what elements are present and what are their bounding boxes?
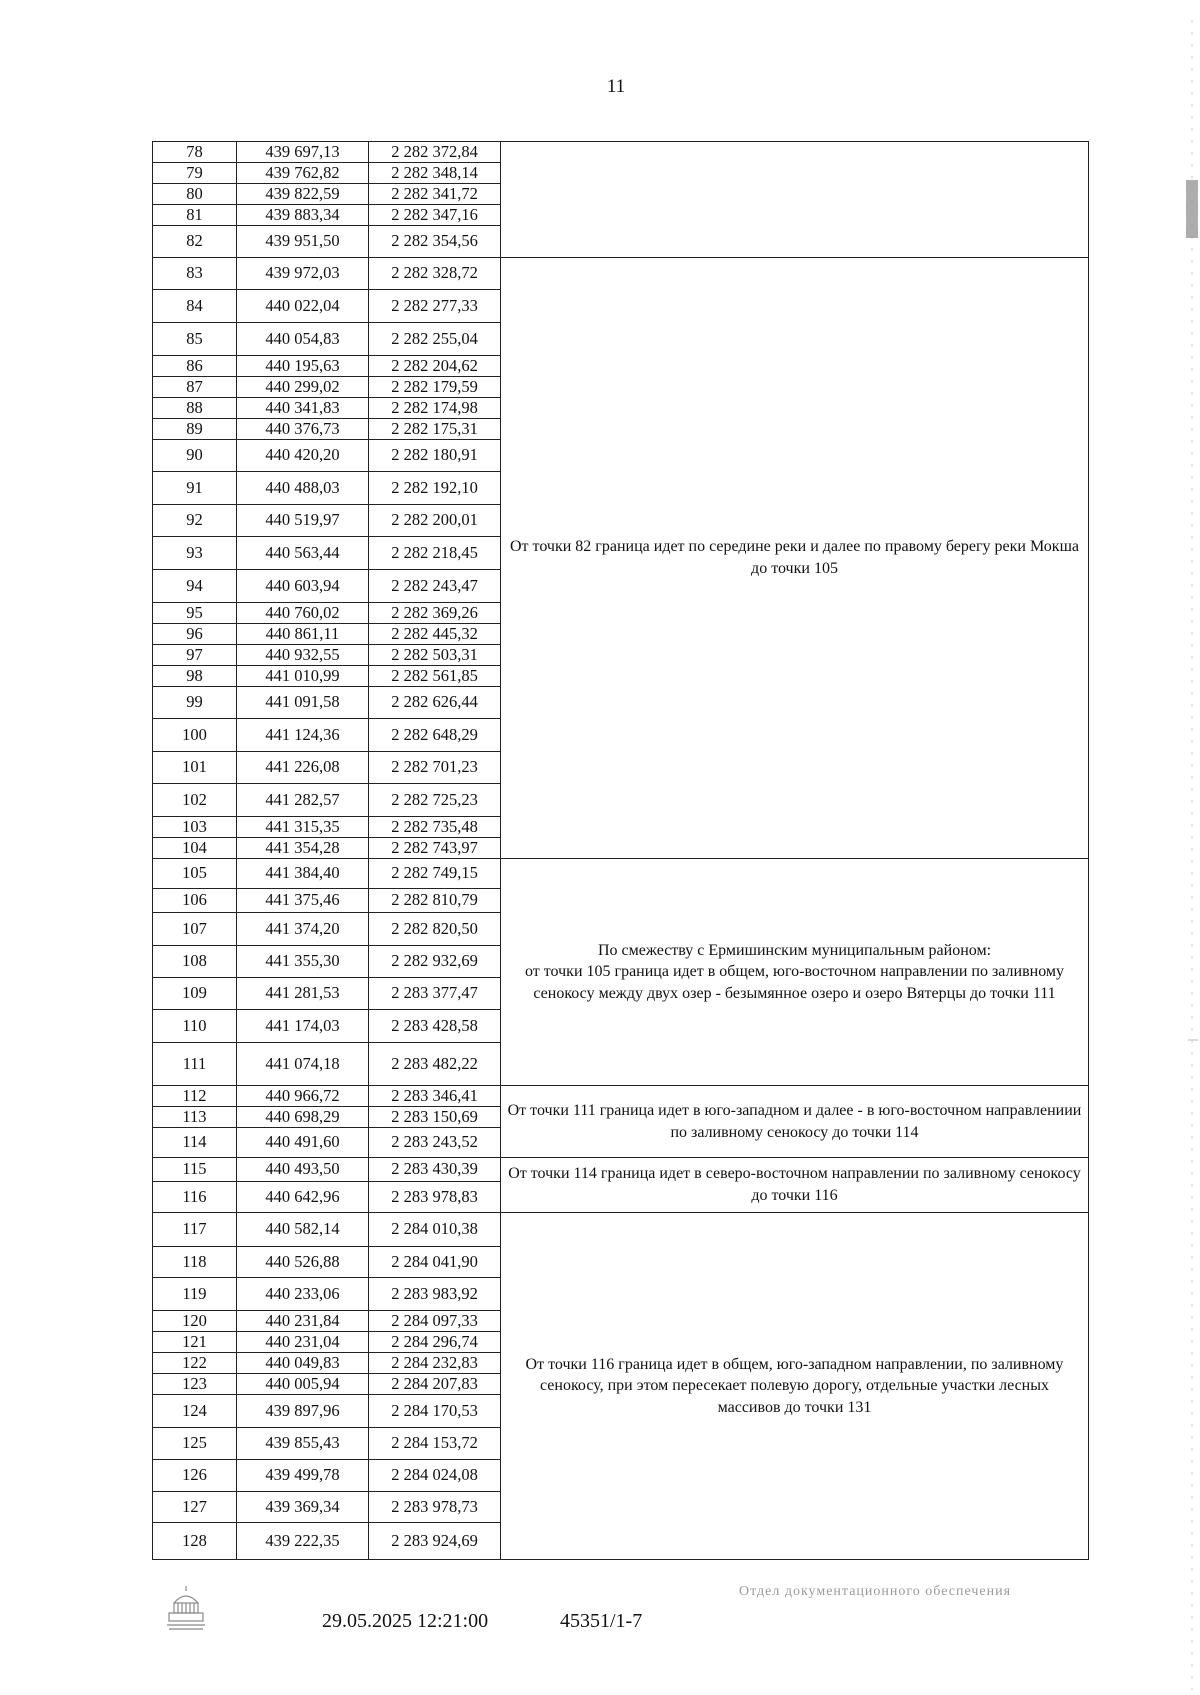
coordinate-x-cell: 440 420,20 xyxy=(237,440,369,472)
coordinate-x-cell: 440 603,94 xyxy=(237,570,369,603)
coordinate-x-cell: 441 074,18 xyxy=(237,1043,369,1086)
coordinate-y-cell: 2 284 153,72 xyxy=(369,1428,501,1460)
coordinate-y-cell: 2 282 743,97 xyxy=(369,838,501,859)
scan-edge-artifact xyxy=(1170,0,1200,1695)
coordinate-x-cell: 440 582,14 xyxy=(237,1213,369,1247)
point-number-cell: 89 xyxy=(153,419,237,440)
coordinate-x-cell: 440 861,11 xyxy=(237,624,369,645)
coordinate-x-cell: 439 883,34 xyxy=(237,205,369,226)
table-row xyxy=(153,258,1089,290)
point-number-cell: 110 xyxy=(153,1010,237,1043)
coordinate-x-cell: 440 299,02 xyxy=(237,377,369,398)
coordinate-y-cell: 2 282 174,98 xyxy=(369,398,501,419)
point-number-cell: 98 xyxy=(153,666,237,687)
coordinate-y-cell: 2 283 346,41 xyxy=(369,1086,501,1107)
coordinate-x-cell: 440 966,72 xyxy=(237,1086,369,1107)
coordinate-x-cell: 441 124,36 xyxy=(237,719,369,752)
coordinate-y-cell: 2 282 192,10 xyxy=(369,472,501,505)
coordinate-x-cell: 440 233,06 xyxy=(237,1278,369,1311)
boundary-description-cell xyxy=(501,142,1089,258)
coordinate-x-cell: 441 281,53 xyxy=(237,978,369,1010)
boundary-description-cell: От точки 116 граница идет в общем, юго-западном направлении, по заливному сенокосу, при этом пересекает полевую дорогу, отдельные участки лесных массивов до точки 131 xyxy=(501,1213,1089,1560)
point-number-cell: 108 xyxy=(153,946,237,978)
coordinate-x-cell: 441 010,99 xyxy=(237,666,369,687)
coordinate-y-cell: 2 282 810,79 xyxy=(369,889,501,913)
coordinate-x-cell: 439 972,03 xyxy=(237,258,369,290)
coordinate-x-cell: 440 376,73 xyxy=(237,419,369,440)
coordinate-y-cell: 2 282 341,72 xyxy=(369,184,501,205)
coordinate-x-cell: 439 897,96 xyxy=(237,1395,369,1428)
point-number-cell: 109 xyxy=(153,978,237,1010)
point-number-cell: 82 xyxy=(153,226,237,258)
coordinate-y-cell: 2 284 207,83 xyxy=(369,1374,501,1395)
coordinate-y-cell: 2 282 277,33 xyxy=(369,290,501,323)
coordinate-y-cell: 2 282 348,14 xyxy=(369,163,501,184)
coordinate-y-cell: 2 282 445,32 xyxy=(369,624,501,645)
point-number-cell: 107 xyxy=(153,913,237,946)
coordinate-x-cell: 440 022,04 xyxy=(237,290,369,323)
coordinate-y-cell: 2 282 369,26 xyxy=(369,603,501,624)
coordinate-x-cell: 441 282,57 xyxy=(237,784,369,817)
point-number-cell: 118 xyxy=(153,1247,237,1278)
coordinate-y-cell: 2 283 430,39 xyxy=(369,1158,501,1182)
boundary-description-cell: От точки 82 граница идет по середине реки и далее по правому берегу реки Мокша до точки 105 xyxy=(501,258,1089,859)
coordinate-x-cell: 440 932,55 xyxy=(237,645,369,666)
point-number-cell: 105 xyxy=(153,859,237,889)
point-number-cell: 106 xyxy=(153,889,237,913)
point-number-cell: 115 xyxy=(153,1158,237,1182)
page-number: 11 xyxy=(606,76,626,97)
point-number-cell: 92 xyxy=(153,505,237,537)
coordinate-x-cell: 440 642,96 xyxy=(237,1182,369,1213)
point-number-cell: 95 xyxy=(153,603,237,624)
table-row xyxy=(153,1158,1089,1182)
point-number-cell: 124 xyxy=(153,1395,237,1428)
coordinate-x-cell: 439 369,34 xyxy=(237,1492,369,1523)
boundary-coordinates-table xyxy=(152,141,1089,1560)
department-stamp: Отдел документационного обеспечения xyxy=(738,1584,1012,1599)
coordinate-x-cell: 440 519,97 xyxy=(237,505,369,537)
point-number-cell: 91 xyxy=(153,472,237,505)
boundary-description-cell: От точки 114 граница идет в северо-восточном направлении по заливному сенокосу до точки 116 xyxy=(501,1158,1089,1213)
coordinate-y-cell: 2 283 428,58 xyxy=(369,1010,501,1043)
coordinate-x-cell: 440 231,04 xyxy=(237,1332,369,1353)
coordinate-x-cell: 441 374,20 xyxy=(237,913,369,946)
point-number-cell: 101 xyxy=(153,752,237,784)
point-number-cell: 104 xyxy=(153,838,237,859)
coordinate-y-cell: 2 284 296,74 xyxy=(369,1332,501,1353)
coordinate-x-cell: 441 315,35 xyxy=(237,817,369,838)
coordinate-y-cell: 2 282 218,45 xyxy=(369,537,501,570)
coordinate-x-cell: 441 384,40 xyxy=(237,859,369,889)
coordinate-y-cell: 2 282 175,31 xyxy=(369,419,501,440)
coordinate-y-cell: 2 282 255,04 xyxy=(369,323,501,356)
coordinate-y-cell: 2 282 179,59 xyxy=(369,377,501,398)
coordinate-y-cell: 2 284 232,83 xyxy=(369,1353,501,1374)
coordinate-y-cell: 2 283 924,69 xyxy=(369,1523,501,1560)
point-number-cell: 123 xyxy=(153,1374,237,1395)
coordinate-y-cell: 2 282 648,29 xyxy=(369,719,501,752)
coordinate-y-cell: 2 282 735,48 xyxy=(369,817,501,838)
coordinate-x-cell: 440 049,83 xyxy=(237,1353,369,1374)
coordinate-y-cell: 2 282 347,16 xyxy=(369,205,501,226)
point-number-cell: 79 xyxy=(153,163,237,184)
table-row xyxy=(153,859,1089,889)
point-number-cell: 128 xyxy=(153,1523,237,1560)
coordinate-x-cell: 439 951,50 xyxy=(237,226,369,258)
coordinate-x-cell: 439 855,43 xyxy=(237,1428,369,1460)
coordinate-x-cell: 439 222,35 xyxy=(237,1523,369,1560)
point-number-cell: 85 xyxy=(153,323,237,356)
point-number-cell: 121 xyxy=(153,1332,237,1353)
coordinate-x-cell: 439 499,78 xyxy=(237,1460,369,1492)
point-number-cell: 117 xyxy=(153,1213,237,1247)
coordinate-y-cell: 2 283 150,69 xyxy=(369,1107,501,1128)
point-number-cell: 126 xyxy=(153,1460,237,1492)
registration-datetime: 29.05.2025 12:21:00 xyxy=(322,1610,489,1632)
coordinate-x-cell: 441 355,30 xyxy=(237,946,369,978)
coordinate-y-cell: 2 284 041,90 xyxy=(369,1247,501,1278)
coordinate-y-cell: 2 283 978,73 xyxy=(369,1492,501,1523)
coordinate-x-cell: 440 493,50 xyxy=(237,1158,369,1182)
coordinate-x-cell: 440 195,63 xyxy=(237,356,369,377)
point-number-cell: 88 xyxy=(153,398,237,419)
coordinate-y-cell: 2 282 180,91 xyxy=(369,440,501,472)
coordinate-x-cell: 440 491,60 xyxy=(237,1128,369,1158)
coordinate-y-cell: 2 282 372,84 xyxy=(369,142,501,163)
coordinate-x-cell: 440 698,29 xyxy=(237,1107,369,1128)
point-number-cell: 114 xyxy=(153,1128,237,1158)
coordinate-x-cell: 440 563,44 xyxy=(237,537,369,570)
coordinate-x-cell: 441 174,03 xyxy=(237,1010,369,1043)
coordinate-y-cell: 2 283 482,22 xyxy=(369,1043,501,1086)
coordinate-x-cell: 441 091,58 xyxy=(237,687,369,719)
point-number-cell: 84 xyxy=(153,290,237,323)
point-number-cell: 116 xyxy=(153,1182,237,1213)
point-number-cell: 119 xyxy=(153,1278,237,1311)
point-number-cell: 93 xyxy=(153,537,237,570)
table-row xyxy=(153,142,1089,163)
point-number-cell: 113 xyxy=(153,1107,237,1128)
coordinate-y-cell: 2 284 024,08 xyxy=(369,1460,501,1492)
point-number-cell: 80 xyxy=(153,184,237,205)
coordinate-y-cell: 2 282 204,62 xyxy=(369,356,501,377)
coordinate-y-cell: 2 282 749,15 xyxy=(369,859,501,889)
coordinate-y-cell: 2 284 010,38 xyxy=(369,1213,501,1247)
coordinate-y-cell: 2 282 503,31 xyxy=(369,645,501,666)
coordinate-y-cell: 2 282 725,23 xyxy=(369,784,501,817)
coordinate-x-cell: 440 231,84 xyxy=(237,1311,369,1332)
point-number-cell: 102 xyxy=(153,784,237,817)
coordinate-x-cell: 440 054,83 xyxy=(237,323,369,356)
coordinate-y-cell: 2 283 983,92 xyxy=(369,1278,501,1311)
point-number-cell: 81 xyxy=(153,205,237,226)
point-number-cell: 97 xyxy=(153,645,237,666)
coordinate-x-cell: 439 822,59 xyxy=(237,184,369,205)
coordinate-y-cell: 2 284 097,33 xyxy=(369,1311,501,1332)
point-number-cell: 86 xyxy=(153,356,237,377)
coordinate-x-cell: 441 354,28 xyxy=(237,838,369,859)
coordinate-y-cell: 2 282 626,44 xyxy=(369,687,501,719)
point-number-cell: 83 xyxy=(153,258,237,290)
point-number-cell: 94 xyxy=(153,570,237,603)
coordinate-x-cell: 439 697,13 xyxy=(237,142,369,163)
coordinate-x-cell: 441 226,08 xyxy=(237,752,369,784)
boundary-description-cell: От точки 111 граница идет в юго-западном и далее - в юго-восточном направлениии по заливному сенокосу до точки 114 xyxy=(501,1086,1089,1158)
coordinate-x-cell: 440 488,03 xyxy=(237,472,369,505)
table-row xyxy=(153,1213,1089,1247)
seal-logo-icon xyxy=(165,1583,207,1631)
coordinate-y-cell: 2 282 328,72 xyxy=(369,258,501,290)
coordinate-y-cell: 2 282 243,47 xyxy=(369,570,501,603)
coordinate-x-cell: 440 005,94 xyxy=(237,1374,369,1395)
point-number-cell: 87 xyxy=(153,377,237,398)
point-number-cell: 120 xyxy=(153,1311,237,1332)
point-number-cell: 125 xyxy=(153,1428,237,1460)
coordinate-y-cell: 2 284 170,53 xyxy=(369,1395,501,1428)
point-number-cell: 103 xyxy=(153,817,237,838)
coordinate-x-cell: 441 375,46 xyxy=(237,889,369,913)
point-number-cell: 96 xyxy=(153,624,237,645)
coordinate-y-cell: 2 282 200,01 xyxy=(369,505,501,537)
point-number-cell: 90 xyxy=(153,440,237,472)
coordinate-x-cell: 439 762,82 xyxy=(237,163,369,184)
registration-number: 45351/1-7 xyxy=(560,1610,643,1632)
point-number-cell: 111 xyxy=(153,1043,237,1086)
coordinate-y-cell: 2 282 820,50 xyxy=(369,913,501,946)
coordinate-y-cell: 2 283 243,52 xyxy=(369,1128,501,1158)
point-number-cell: 78 xyxy=(153,142,237,163)
point-number-cell: 100 xyxy=(153,719,237,752)
coordinate-y-cell: 2 282 354,56 xyxy=(369,226,501,258)
point-number-cell: 122 xyxy=(153,1353,237,1374)
coordinate-x-cell: 440 526,88 xyxy=(237,1247,369,1278)
boundary-description-cell: По смежеству с Ермишинским муниципальным районом: от точки 105 граница идет в общем, юго-восточном направлении по заливному сенокосу между двух озер - безымянное озеро и озеро Вятерцы до точки 111 xyxy=(501,859,1089,1086)
coordinate-y-cell: 2 283 377,47 xyxy=(369,978,501,1010)
coordinate-y-cell: 2 282 561,85 xyxy=(369,666,501,687)
coordinate-y-cell: 2 283 978,83 xyxy=(369,1182,501,1213)
point-number-cell: 99 xyxy=(153,687,237,719)
coordinate-x-cell: 440 760,02 xyxy=(237,603,369,624)
coordinate-x-cell: 440 341,83 xyxy=(237,398,369,419)
table-row xyxy=(153,1086,1089,1107)
point-number-cell: 127 xyxy=(153,1492,237,1523)
coordinate-y-cell: 2 282 701,23 xyxy=(369,752,501,784)
coordinate-y-cell: 2 282 932,69 xyxy=(369,946,501,978)
point-number-cell: 112 xyxy=(153,1086,237,1107)
